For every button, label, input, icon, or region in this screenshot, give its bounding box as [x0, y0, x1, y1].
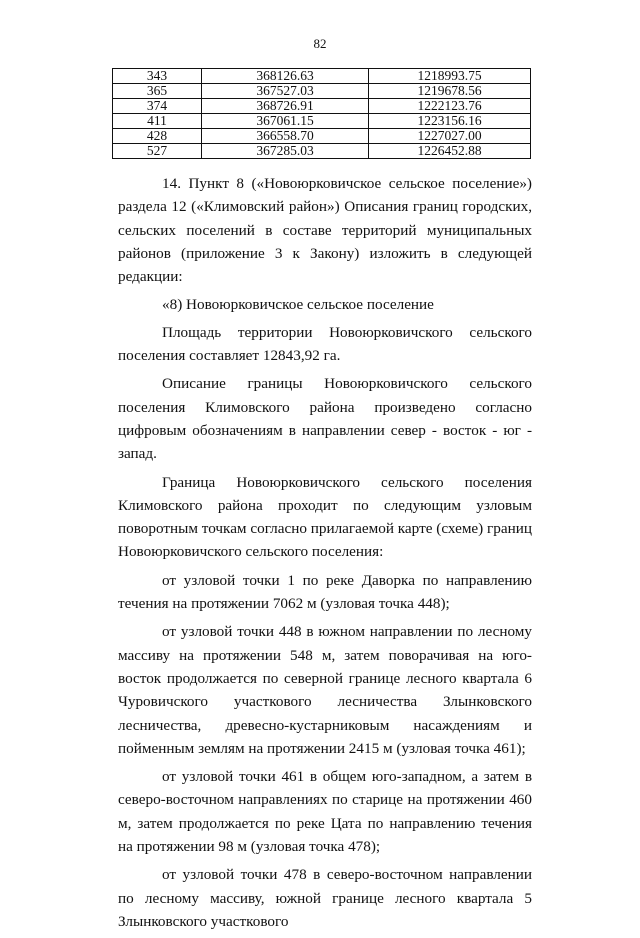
table-row: [113, 99, 531, 114]
boundary-intro-paragraph: Граница Новоюрковичского сельского поселения Климовского района проходит по следующим узловым поворотным точкам согласно прилагаемой карте (схеме) границ Новоюрковичского сельского поселения:: [118, 473, 532, 561]
coordinate-y: 1219678.56: [369, 84, 531, 99]
point-number: 365: [113, 84, 202, 99]
boundary-segment-paragraph: от узловой точки 478 в северо-восточном направлении по лесному массиву, южной границе лесного квартала 5 Злынковского участкового: [118, 866, 532, 930]
table-row: [113, 129, 531, 144]
coordinate-x: 368126.63: [202, 69, 369, 84]
table-row: [113, 114, 531, 129]
table-row: [113, 69, 531, 84]
coordinate-x: 367285.03: [202, 144, 369, 159]
boundary-segment-paragraph: от узловой точки 461 в общем юго-западном, а затем в северо-восточном направлениях по старице на протяжении 460 м, затем продолжается по реке Цата по направлению течения на протяжении 98 м (узловая точка 478);: [118, 768, 532, 856]
point-number: 428: [113, 129, 202, 144]
point-number: 527: [113, 144, 202, 159]
coordinate-y: 1223156.16: [369, 114, 531, 129]
document-body: [118, 172, 532, 938]
boundary-segment-paragraph: от узловой точки 448 в южном направлении по лесному массиву на протяжении 548 м, затем поворачивая на юго-восток продолжается по северной границе лесного квартала 6 Чуровичского участкового лесничества Злынковского лесничества, древесно-кустарниковым насаждениям и пойменным землям на протяжении 2415 м (узловая точка 461);: [118, 623, 532, 757]
boundary-segment-paragraph: от узловой точки 1 по реке Даворка по направлению течения на протяжении 7062 м (узловая точка 448);: [118, 571, 532, 613]
section-heading: «8) Новоюрковичское сельское поселение: [162, 296, 434, 314]
coordinate-y: 1222123.76: [369, 99, 531, 114]
amendment-paragraph: 14. Пункт 8 («Новоюрковичское сельское поселение») раздела 12 («Климовский район») Описания границ городских, сельских поселений в составе территорий муниципальных районов (приложение 3 к Закону) изложить в следующей редакции:: [118, 175, 532, 286]
page-number: 82: [313, 36, 327, 51]
coordinate-y: 1226452.88: [369, 144, 531, 159]
area-paragraph: Площадь территории Новоюрковичского сельского поселения составляет 12843,92 га.: [118, 323, 532, 365]
point-number: 374: [113, 99, 202, 114]
point-number: 343: [113, 69, 202, 84]
coordinate-x: 367527.03: [202, 84, 369, 99]
coordinate-y: 1227027.00: [369, 129, 531, 144]
table-row: [113, 144, 531, 159]
coordinate-x: 368726.91: [202, 99, 369, 114]
table-row: [113, 84, 531, 99]
coordinate-x: 366558.70: [202, 129, 369, 144]
description-paragraph: Описание границы Новоюрковичского сельского поселения Климовского района произведено согласно цифровым обозначениям в направлении север - восток - юг - запад.: [118, 375, 532, 463]
point-number: 411: [113, 114, 202, 129]
coordinates-table: [112, 68, 531, 159]
coordinate-x: 367061.15: [202, 114, 369, 129]
coordinate-y: 1218993.75: [369, 69, 531, 84]
